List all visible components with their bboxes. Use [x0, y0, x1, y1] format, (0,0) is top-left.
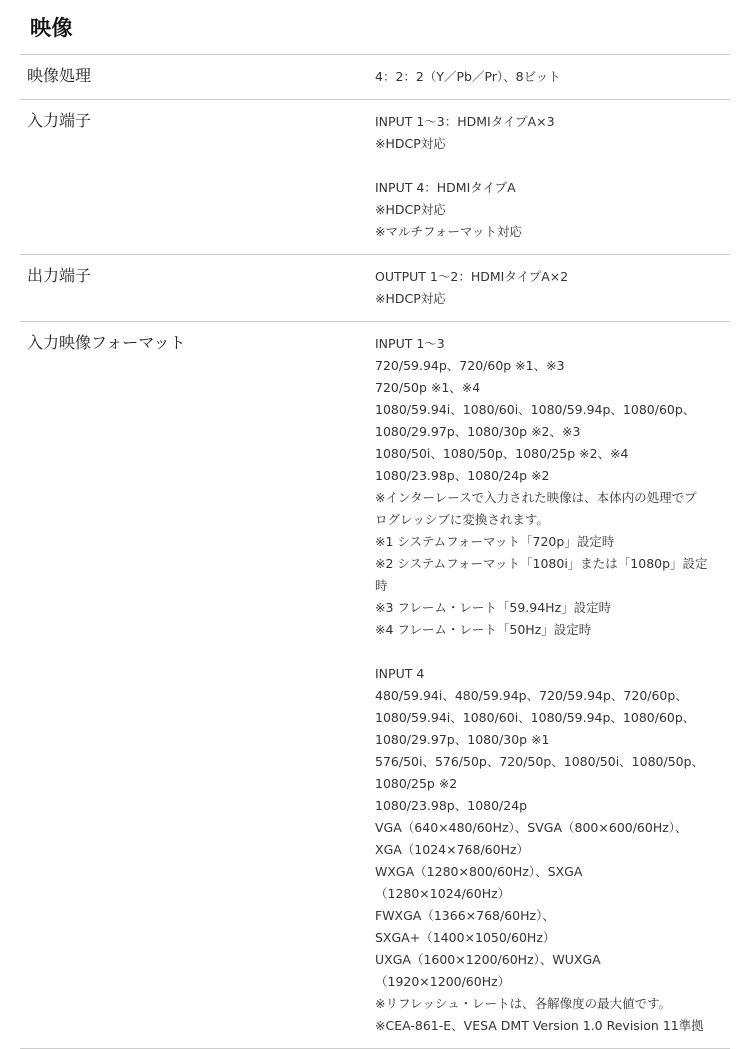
spec-line: 1080/23.98p、1080/24p [375, 798, 528, 813]
spec-line: INPUT 1〜3 [375, 336, 445, 351]
spec-line: ※インターレースで入力された映像は、本体内の処理でプ [375, 490, 697, 505]
spec-line: 720/59.94p、720/60p ※1、※3 [375, 358, 565, 373]
spec-line: ※リフレッシュ・レートは、各解像度の最大値です。 [375, 996, 672, 1011]
spec-line: ※3 フレーム・レート「59.94Hz」設定時 [375, 600, 612, 615]
spec-line [375, 155, 730, 177]
spec-row-input-video-formats [20, 322, 730, 1049]
spec-line: UXGA（1600×1200/60Hz）、WUXGA [375, 952, 601, 967]
spec-line: 1080/23.98p、1080/24p ※2 [375, 468, 550, 483]
spec-line: INPUT 1〜3：HDMIタイプA×3 [375, 114, 555, 129]
spec-label: 出力端子 [27, 266, 92, 285]
spec-line: FWXGA（1366×768/60Hz）、 [375, 908, 555, 923]
spec-line: ※HDCP対応 [375, 202, 446, 217]
spec-line: （1280×1024/60Hz） [375, 886, 511, 901]
spec-label: 入力映像フォーマット [27, 333, 186, 352]
spec-line: ログレッシブに変換されます。 [375, 512, 549, 527]
spec-line: 1080/29.97p、1080/30p ※2、※3 [375, 424, 581, 439]
spec-line: ※2 システムフォーマット「1080i」または「1080p」設定 [375, 556, 708, 571]
spec-label: 入力端子 [27, 111, 92, 130]
spec-value [375, 332, 730, 1037]
spec-line: ※マルチフォーマット対応 [375, 224, 522, 239]
spec-line [375, 641, 730, 663]
spec-line: 1080/25p ※2 [375, 776, 458, 791]
spec-line: 1080/50i、1080/50p、1080/25p ※2、※4 [375, 446, 629, 461]
spec-line: 576/50i、576/50p、720/50p、1080/50i、1080/50p、 [375, 754, 705, 769]
spec-line: SXGA+（1400×1050/60Hz） [375, 930, 556, 945]
spec-line: 時 [375, 578, 388, 593]
spec-line: （1920×1200/60Hz） [375, 974, 511, 989]
spec-value [375, 65, 730, 88]
spec-line: ※HDCP対応 [375, 291, 446, 306]
spec-line: 1080/59.94i、1080/60i、1080/59.94p、1080/60p、 [375, 402, 696, 417]
spec-line: 720/50p ※1、※4 [375, 380, 481, 395]
spec-line: 1080/29.97p、1080/30p ※1 [375, 732, 550, 747]
spec-row-output-terminals [20, 255, 730, 322]
section-title: 映像 [30, 16, 73, 40]
spec-line: XGA（1024×768/60Hz） [375, 842, 530, 857]
spec-row-input-terminals [20, 100, 730, 255]
spec-line: 4：2：2（Y／Pb／Pr）、8ビット [375, 69, 561, 84]
spec-line: 480/59.94i、480/59.94p、720/59.94p、720/60p、 [375, 688, 688, 703]
spec-line: ※1 システムフォーマット「720p」設定時 [375, 534, 615, 549]
spec-row-video-processing [20, 55, 730, 100]
spec-line: ※4 フレーム・レート「50Hz」設定時 [375, 622, 592, 637]
spec-line: OUTPUT 1〜2：HDMIタイプA×2 [375, 269, 569, 284]
spec-line: INPUT 4：HDMIタイプA [375, 180, 516, 195]
spec-line: VGA（640×480/60Hz）、SVGA（800×600/60Hz）、 [375, 820, 688, 835]
spec-line: ※CEA-861-E、VESA DMT Version 1.0 Revision 11準拠 [375, 1018, 704, 1033]
spec-line: 1080/59.94i、1080/60i、1080/59.94p、1080/60p、 [375, 710, 696, 725]
spec-value [375, 265, 730, 310]
spec-line: ※HDCP対応 [375, 136, 446, 151]
spec-line: INPUT 4 [375, 666, 425, 681]
spec-table [20, 54, 730, 1049]
spec-label: 映像処理 [27, 66, 92, 85]
spec-value [375, 110, 730, 243]
spec-line: WXGA（1280×800/60Hz）、SXGA [375, 864, 583, 879]
